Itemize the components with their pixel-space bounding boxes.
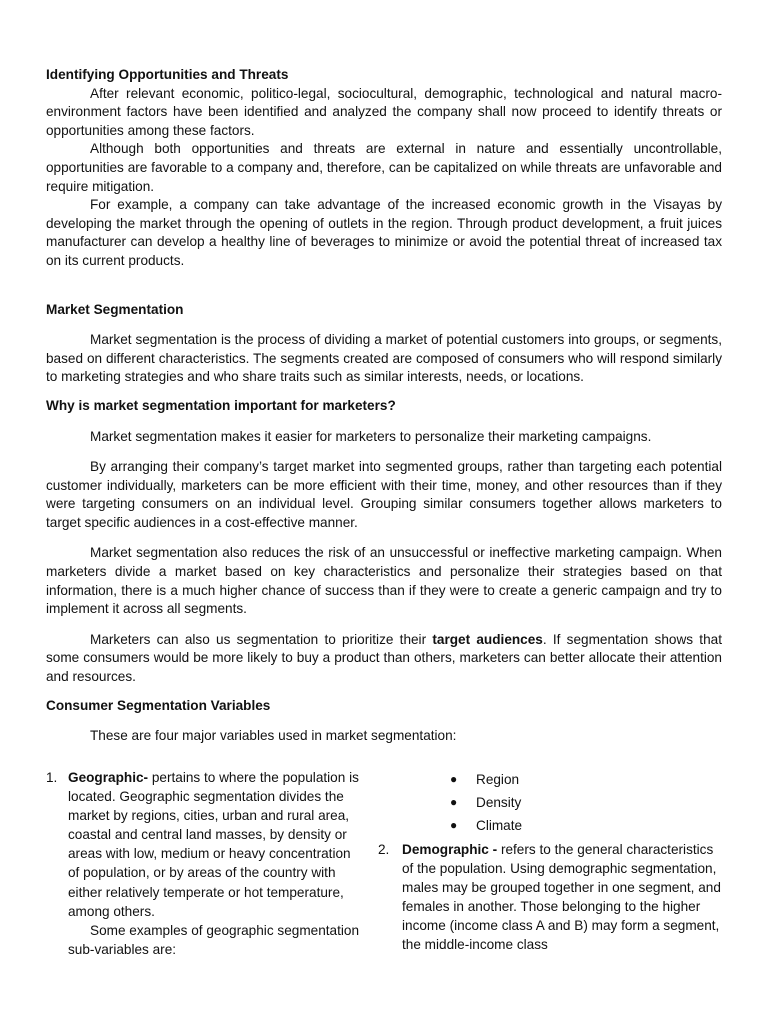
- list-item-demographic: [378, 840, 722, 955]
- heading-why-important: Why is market segmentation important for marketers?: [46, 397, 396, 413]
- list-item-geographic: [46, 768, 364, 959]
- term-geographic: Geographic-: [68, 770, 149, 785]
- paragraph-efficiency: By arranging their company’s target market into segmented groups, rather than targeting each potential customer individually, marketers can be more efficient with their time, money, and other resources than if they were targeting consumers on an individual level. Grouping similar consumers together allows marketers to target specific audiences in a cost-effective manner.: [46, 459, 722, 530]
- geographic-examples-intro: Some examples of geographic segmentation sub-variables are:: [68, 922, 360, 957]
- prioritize-text-end: . If segmentation shows that some consumers would be more likely to buy a product than others, marketers can better allocate their attention and resources.: [46, 631, 722, 685]
- list-item: ● Region: [450, 768, 722, 791]
- paragraph-personalize: Market segmentation makes it easier for marketers to personalize their marketing campaigns.: [90, 428, 652, 444]
- prioritize-text-start: Marketers can also us segmentation to prioritize their: [90, 631, 433, 647]
- term-demographic: Demographic -: [402, 841, 498, 857]
- paragraph-market-segmentation-definition: Market segmentation is the process of dividing a market of potential customers into groups, or segments, based on different characteristics. The segments created are composed of consumers who will respond similarly to marketing strategies and who share traits such as similar interests, needs, or locations.: [46, 332, 722, 385]
- list-number: 1.: [46, 770, 58, 785]
- list-item: ● Density: [450, 791, 722, 814]
- heading-opportunities-threats: Identifying Opportunities and Threats: [46, 67, 289, 82]
- heading-consumer-variables: Consumer Segmentation Variables: [46, 697, 271, 713]
- paragraph-prioritize: [46, 631, 722, 687]
- demographic-description: refers to the general characteristics of the population. Using demographic segmentation, males may be grouped together in one segment, and females in another. Those belonging to the higher income (income class A and B) may form a segment, the middle-income class: [402, 841, 721, 953]
- right-column: [378, 768, 722, 954]
- paragraph-macro-environment: After relevant economic, politico-legal, sociocultural, demographic, technological and natural macro-environment factors have been identified and analyzed the company shall now proceed to identify threats or opportunities among these factors.: [46, 85, 722, 138]
- bullet-icon: ●: [450, 795, 458, 810]
- paragraph-opportunities-threats: Although both opportunities and threats are external in nature and essentially uncontrollable, opportunities are favorable to a company and, therefore, can be capitalized on while threats are unfavorable and require mitigation.: [46, 141, 722, 194]
- paragraph-variables-intro: These are four major variables used in market segmentation:: [90, 728, 457, 744]
- paragraph-risk: Market segmentation also reduces the risk of an unsuccessful or ineffective marketing campaign. When marketers divide a market based on key characteristics and personalize their strategies based on that information, there is a much higher chance of success than if they were to create a generic campaign and try to implement it across all segments.: [46, 545, 722, 617]
- heading-market-segmentation: Market Segmentation: [46, 301, 184, 317]
- paragraph-example: For example, a company can take advantage of the increased economic growth in the Visayas by developing the market through the opening of outlets in the region. Through product development, a fruit juices manufacturer can develop a healthy line of beverages to minimize or avoid the potential threat of increased tax on its current products.: [46, 197, 722, 268]
- two-column-list: [46, 768, 722, 1008]
- list-number: 2.: [378, 841, 390, 857]
- document-page: [46, 66, 722, 746]
- left-column: [46, 768, 364, 959]
- list-item: ● Climate: [450, 814, 722, 837]
- geographic-description: pertains to where the population is located. Geographic segmentation divides the market by regions, cities, urban and rural area, coastal and central land masses, by density or areas with low, medium or heavy concentration of population, or by areas of the country with either relatively temperate or hot temperature, among others.: [68, 770, 359, 919]
- geographic-subvariables-list: [378, 768, 722, 838]
- bullet-icon: ●: [450, 818, 458, 833]
- bullet-icon: ●: [450, 772, 458, 786]
- target-audiences-term: target audiences: [432, 631, 543, 647]
